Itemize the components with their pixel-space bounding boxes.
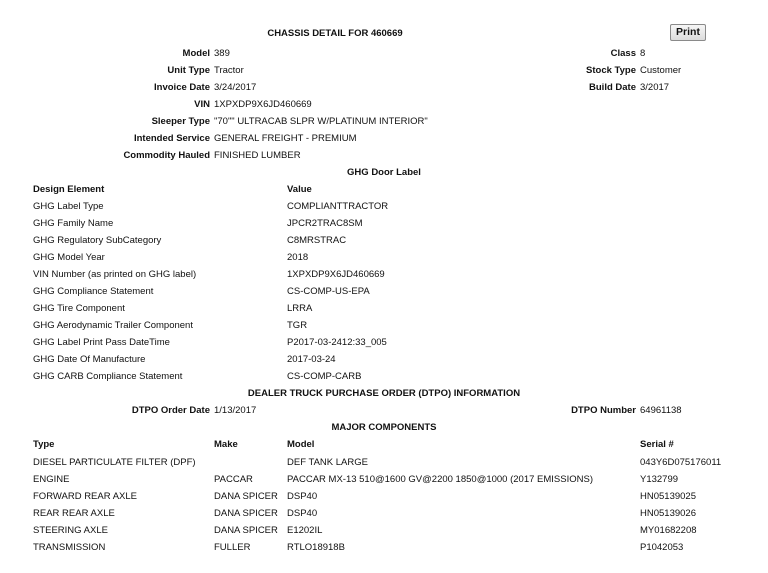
ghg-element: GHG Label Print Pass DateTime — [33, 337, 170, 348]
unit-type-value: Tractor — [214, 65, 244, 76]
ghg-value: C8MRSTRAC — [287, 235, 347, 246]
dtpo-number-label: DTPO Number — [571, 405, 636, 416]
component-model: DSP40 — [287, 491, 318, 502]
sleeper-type-label: Sleeper Type — [151, 116, 210, 127]
commodity-hauled-value: FINISHED LUMBER — [214, 150, 301, 161]
component-model: DEF TANK LARGE — [287, 457, 368, 468]
ghg-value: CS-COMP-US-EPA — [287, 286, 370, 297]
component-type: FORWARD REAR AXLE — [33, 491, 137, 502]
component-model: RTLO18918B — [287, 542, 345, 553]
intended-service-value: GENERAL FREIGHT - PREMIUM — [214, 133, 357, 144]
components-heading: MAJOR COMPONENTS — [331, 422, 437, 433]
ghg-value: JPCR2TRAC8SM — [287, 218, 363, 229]
ghg-element: VIN Number (as printed on GHG label) — [33, 269, 197, 280]
components-col-type: Type — [33, 439, 55, 450]
model-value: 389 — [214, 48, 230, 59]
vin-label: VIN — [194, 99, 210, 110]
ghg-element: GHG Date Of Manufacture — [33, 354, 146, 365]
ghg-element: GHG Aerodynamic Trailer Component — [33, 320, 193, 331]
dtpo-order-date-value: 1/13/2017 — [214, 405, 257, 416]
ghg-col-value: Value — [287, 184, 312, 195]
component-serial: MY01682208 — [640, 525, 697, 536]
component-serial: 043Y6D075176011 — [640, 457, 722, 468]
ghg-value: P2017-03-2412:33_005 — [287, 337, 387, 348]
component-make: DANA SPICER — [214, 508, 278, 519]
components-col-make: Make — [214, 439, 238, 450]
ghg-col-element: Design Element — [33, 184, 105, 195]
page-title: CHASSIS DETAIL FOR 460669 — [267, 28, 403, 39]
unit-type-label: Unit Type — [167, 65, 210, 76]
components-col-model: Model — [287, 439, 315, 450]
ghg-element: GHG Tire Component — [33, 303, 125, 314]
ghg-value: LRRA — [287, 303, 313, 314]
ghg-value: 1XPXDP9X6JD460669 — [287, 269, 385, 280]
vin-value: 1XPXDP9X6JD460669 — [214, 99, 312, 110]
class-value: 8 — [640, 48, 646, 59]
component-make: DANA SPICER — [214, 525, 278, 536]
component-make: PACCAR — [214, 474, 253, 485]
ghg-heading: GHG Door Label — [347, 167, 421, 178]
ghg-element: GHG Family Name — [33, 218, 114, 229]
dtpo-number-value: 64961138 — [640, 405, 682, 416]
component-type: TRANSMISSION — [33, 542, 106, 553]
intended-service-label: Intended Service — [133, 133, 210, 144]
component-type: ENGINE — [33, 474, 70, 485]
dtpo-heading: DEALER TRUCK PURCHASE ORDER (DTPO) INFORMATION — [247, 388, 521, 399]
components-col-serial: Serial # — [640, 439, 674, 450]
build-date-value: 3/2017 — [640, 82, 670, 93]
component-serial: HN05139025 — [640, 491, 696, 502]
ghg-value: TGR — [287, 320, 308, 331]
component-type: REAR REAR AXLE — [33, 508, 115, 519]
sleeper-type-value: "70"" ULTRACAB SLPR W/PLATINUM INTERIOR" — [214, 116, 428, 127]
ghg-value: COMPLIANTTRACTOR — [287, 201, 389, 212]
component-serial: Y132799 — [640, 474, 679, 485]
commodity-hauled-label: Commodity Hauled — [123, 150, 210, 161]
component-serial: P1042053 — [640, 542, 684, 553]
dtpo-order-date-label: DTPO Order Date — [131, 405, 210, 416]
component-make: DANA SPICER — [214, 491, 278, 502]
invoice-date-label: Invoice Date — [154, 82, 210, 93]
component-serial: HN05139026 — [640, 508, 696, 519]
ghg-element: GHG Compliance Statement — [33, 286, 154, 297]
ghg-element: GHG Regulatory SubCategory — [33, 235, 162, 246]
print-button[interactable]: Print — [670, 24, 706, 41]
class-label: Class — [610, 48, 636, 59]
component-type: DIESEL PARTICULATE FILTER (DPF) — [33, 457, 196, 468]
stock-type-label: Stock Type — [586, 65, 636, 76]
invoice-date-value: 3/24/2017 — [214, 82, 257, 93]
model-label: Model — [182, 48, 210, 59]
ghg-element: GHG Model Year — [33, 252, 105, 263]
build-date-label: Build Date — [589, 82, 636, 93]
stock-type-value: Customer — [640, 65, 682, 76]
ghg-value: 2017-03-24 — [287, 354, 336, 365]
component-model: PACCAR MX-13 510@1600 GV@2200 1850@1000 (2017 EMISSIONS) — [287, 474, 593, 485]
ghg-value: CS-COMP-CARB — [287, 371, 362, 382]
ghg-value: 2018 — [287, 252, 309, 263]
component-model: DSP40 — [287, 508, 318, 519]
ghg-element: GHG CARB Compliance Statement — [33, 371, 183, 382]
component-model: E1202IL — [287, 525, 323, 536]
ghg-element: GHG Label Type — [33, 201, 104, 212]
component-make: FULLER — [214, 542, 251, 553]
component-type: STEERING AXLE — [33, 525, 108, 536]
